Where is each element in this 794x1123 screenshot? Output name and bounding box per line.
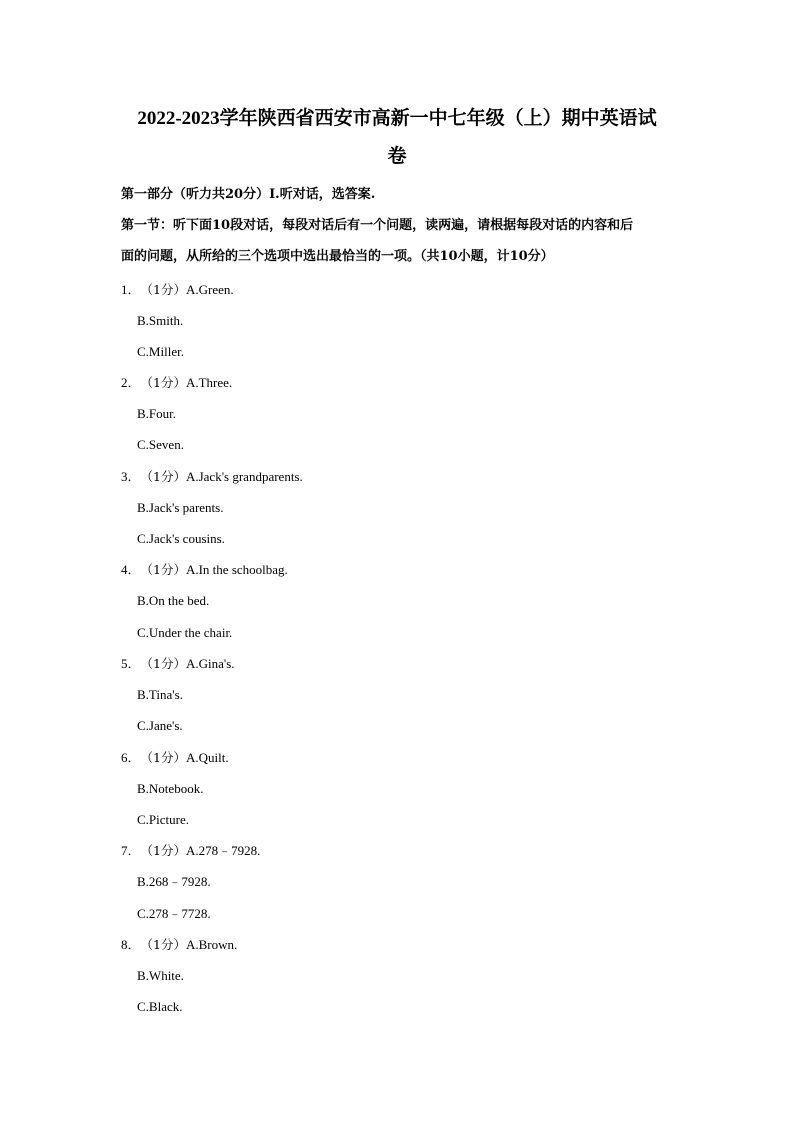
question-score: （1分） — [140, 375, 186, 390]
question-5 — [121, 655, 235, 673]
question-3-option-b: B.Jack's parents. — [137, 500, 224, 515]
question-6-option-c: C.Picture. — [137, 812, 189, 827]
question-score: （1分） — [140, 937, 186, 952]
question-8-option-b: B.White. — [137, 968, 184, 983]
question-5-option-b: B.Tina's. — [137, 687, 183, 702]
question-number: 4． — [121, 562, 141, 577]
question-1 — [121, 281, 234, 299]
exam-title-line1: 2022-2023学年陕西省西安市高新一中七年级（上）期中英语试 — [137, 108, 657, 129]
part1-heading-text: 第一部分（听力共20分）Ⅰ.听对话，选答案. — [121, 187, 376, 202]
section1-instruction-line1 — [121, 217, 681, 235]
option-a: A.Gina's. — [185, 656, 235, 671]
section1-instruction-text2: 面的问题，从所给的三个选项中选出最恰当的一项。（共10小题，计10分） — [121, 249, 554, 264]
question-1-option-c: C.Miller. — [137, 344, 184, 359]
question-7 — [121, 842, 260, 860]
question-2-option-b: B.Four. — [137, 406, 177, 421]
question-7-option-c: C.278﹣7728. — [137, 906, 211, 921]
question-2-option-c: C.Seven. — [137, 437, 184, 452]
question-score: （1分） — [140, 469, 186, 484]
question-8-option-c: C.Black. — [137, 999, 183, 1014]
question-number: 2． — [121, 375, 141, 390]
question-score: （1分） — [140, 750, 186, 765]
question-number: 1． — [121, 282, 141, 297]
question-score: （1分） — [140, 843, 186, 858]
question-7-option-b: B.268﹣7928. — [137, 874, 211, 889]
question-number: 7． — [121, 843, 141, 858]
question-1-option-b: B.Smith. — [137, 313, 184, 328]
option-a: A.Three. — [185, 375, 233, 390]
part1-heading — [121, 186, 681, 204]
question-score: （1分） — [140, 282, 186, 297]
question-number: 8． — [121, 937, 141, 952]
question-number: 5． — [121, 656, 141, 671]
question-6-option-b: B.Notebook. — [137, 781, 204, 796]
question-3 — [121, 468, 303, 486]
question-number: 6． — [121, 750, 141, 765]
question-8 — [121, 936, 237, 954]
question-5-option-c: C.Jane's. — [137, 718, 183, 733]
question-3-option-c: C.Jack's cousins. — [137, 531, 225, 546]
question-4 — [121, 561, 288, 579]
question-6 — [121, 749, 229, 767]
option-a: A.Quilt. — [185, 750, 229, 765]
option-a: A.Jack's grandparents. — [185, 469, 303, 484]
question-4-option-b: B.On the bed. — [137, 593, 210, 608]
question-number: 3． — [121, 469, 141, 484]
section1-instruction-line2 — [121, 248, 681, 266]
exam-title-line2: 卷 — [387, 146, 407, 167]
option-a: A.278﹣7928. — [185, 843, 261, 858]
question-score: （1分） — [140, 656, 186, 671]
question-score: （1分） — [140, 562, 186, 577]
question-4-option-c: C.Under the chair. — [137, 625, 233, 640]
option-a: A.Brown. — [185, 937, 238, 952]
section1-instruction-text1: 第一节：听下面10段对话，每段对话后有一个问题，读两遍，请根据每段对话的内容和后 — [121, 218, 634, 233]
option-a: A.Green. — [185, 282, 234, 297]
question-2 — [121, 374, 232, 392]
option-a: A.In the schoolbag. — [185, 562, 288, 577]
